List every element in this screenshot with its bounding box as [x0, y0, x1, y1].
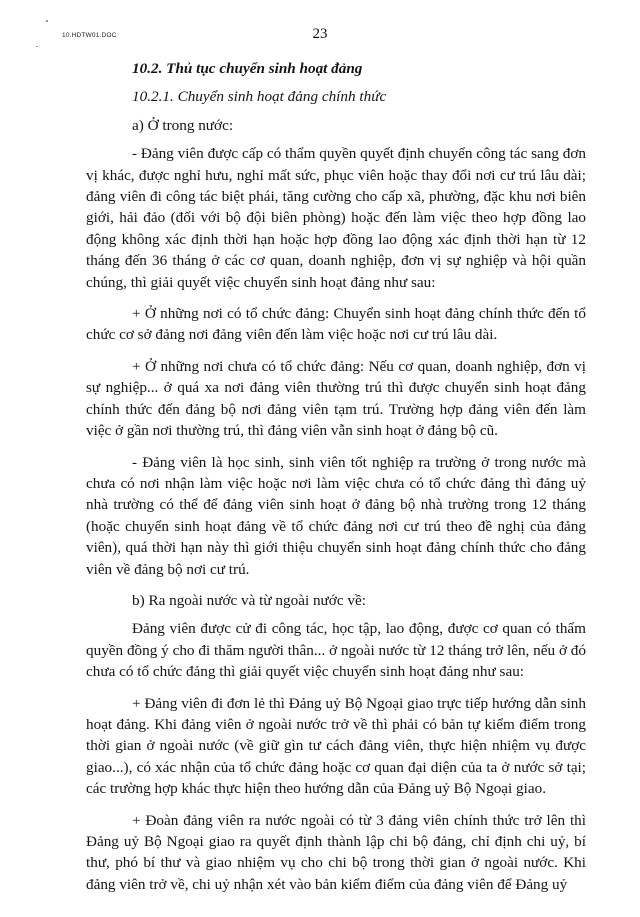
item-b-heading: b) Ra ngoài nước và từ ngoài nước về:	[132, 591, 366, 609]
paragraph: - Đảng viên được cấp có thẩm quyền quyết định chuyển công tác sang đơn vị khác, được nghỉ hưu, nghỉ mất sức, phục viên hoặc thay đổi nơi cư trú lâu dài; đảng viên đi công tác biệt phái, tăng cường cho cấp xã, phường, đặc khu nơi biên giới, hải đảo (đối với bộ đội biên phòng) hoặc đến làm việc theo hợp đồng lao động không xác định thời hạn hoặc hợp đồng lao động xác định thời hạn từ 12 tháng đến 36 tháng ở các cơ quan, doanh nghiệp, đơn vị sự nghiệp và hội quần chúng, thì giải quyết việc chuyển sinh hoạt đảng như sau:	[86, 145, 586, 291]
scan-speck	[46, 20, 48, 22]
document-body	[86, 58, 586, 905]
section-heading: 10.2. Thủ tục chuyển sinh hoạt đảng	[132, 60, 363, 77]
scan-speck	[36, 46, 38, 47]
subsection-heading: 10.2.1. Chuyển sinh hoạt đảng chính thức	[132, 88, 387, 106]
paragraph: - Đảng viên là học sinh, sinh viên tốt nghiệp ra trường ở trong nước mà chưa có nơi nhận làm việc hoặc nơi làm việc chưa có tổ chức đảng thì đảng uỷ nhà trường có thể để đảng viên sinh hoạt ở đảng bộ nhà trường trong 12 tháng (hoặc chuyển sinh hoạt đảng về tổ chức đảng nơi cư trú theo đề nghị của đảng viên), quá thời hạn này thì giới thiệu chuyển sinh hoạt đảng chính thức cho đảng viên về đảng bộ nơi cư trú.	[86, 453, 586, 578]
paragraph: + Ở những nơi chưa có tổ chức đảng: Nếu cơ quan, doanh nghiệp, đơn vị sự nghiệp... ở quá xa nơi đảng viên thường trú thì được chuyển sinh hoạt đảng chính thức đến đảng bộ nơi đảng viên tạm trú. Trường hợp đảng viên đến làm việc ở gần nơi thường trú, thì đảng viên vẫn sinh hoạt ở đảng bộ cũ.	[86, 357, 586, 440]
paragraph: Đảng viên được cử đi công tác, học tập, lao động, được cơ quan có thẩm quyền đồng ý cho đi thăm người thân... ở ngoài nước từ 12 tháng trở lên, nếu ở đó chưa có tổ chức đảng thì giải quyết việc chuyển sinh hoạt đảng như sau:	[86, 620, 586, 681]
document-filename: 10.HDTW01.DOC	[62, 32, 117, 39]
paragraph: + Đảng viên đi đơn lẻ thì Đảng uỷ Bộ Ngoại giao trực tiếp hướng dẫn sinh hoạt đảng. Khi đảng viên ở ngoài nước trở về thì phải có bản tự kiểm điểm trong thời gian ở ngoài nước (về giữ gìn tư cách đảng viên, thực hiện nhiệm vụ được giao...), có xác nhận của tổ chức đảng hoặc cơ quan đại diện của ta ở nước sở tại; các trường hợp khác thực hiện theo hướng dẫn của Đảng uỷ Bộ Ngoại giao.	[86, 694, 586, 798]
item-a-heading: a) Ở trong nước:	[132, 116, 234, 134]
paragraph: + Ở những nơi có tổ chức đảng: Chuyển sinh hoạt đảng chính thức đến tổ chức cơ sở đảng nơi đảng viên đến làm việc hoặc nơi cư trú lâu dài.	[86, 305, 586, 344]
page-number: 23	[312, 26, 328, 42]
paragraph: + Đoàn đảng viên ra nước ngoài có từ 3 đảng viên chính thức trở lên thì Đảng uỷ Bộ Ngoại giao ra quyết định thành lập chi bộ đảng, chỉ định chi uỷ, bí thư, phó bí thư và giao nhiệm vụ cho chi bộ trong thời gian ở ngoài nước. Khi đảng viên trở về, chi uỷ nhận xét vào bản kiểm điểm của đảng viên để Đảng uỷ	[86, 811, 586, 893]
